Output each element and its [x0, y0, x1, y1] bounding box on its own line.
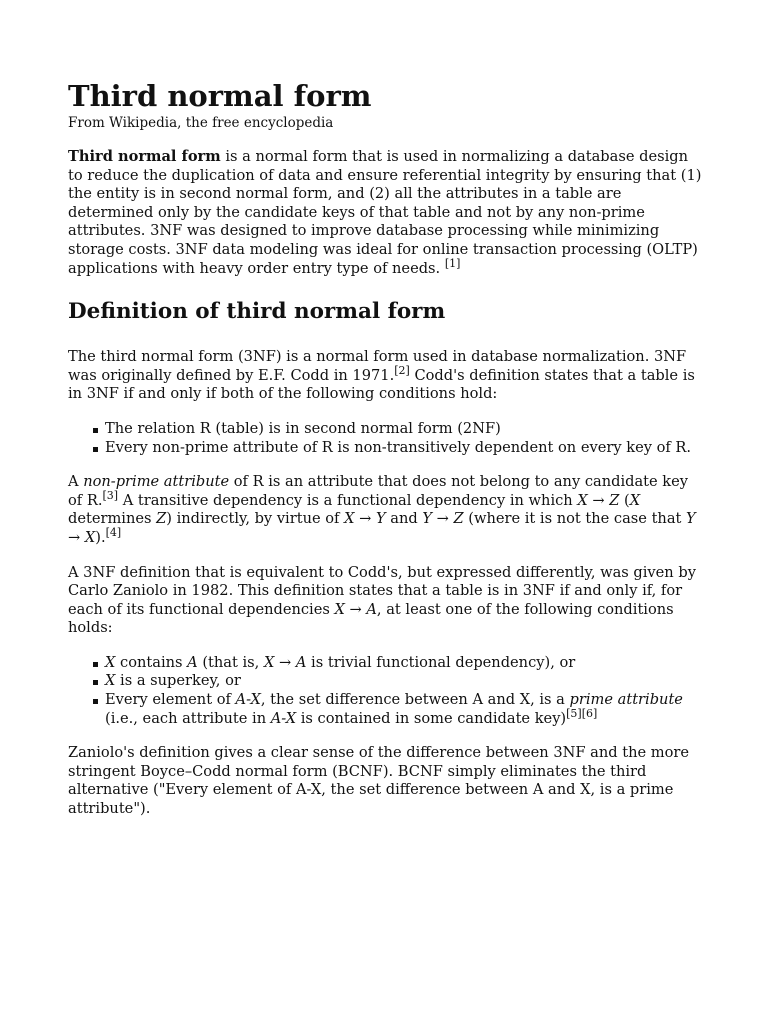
- page-subtitle: From Wikipedia, the free encyclopedia: [68, 115, 334, 131]
- list-item: [105, 672, 704, 691]
- math-expression: X → Z: [577, 491, 620, 509]
- definition-paragraph: [68, 348, 704, 404]
- article-body: [68, 70, 704, 835]
- reference-link[interactable]: [5][6]: [566, 706, 598, 720]
- math-expression: Y → Z: [422, 510, 464, 528]
- list-text: is trivial functional dependency), or: [306, 653, 576, 671]
- paragraph-text: ) indirectly, by virtue of: [166, 510, 345, 528]
- emphasis-term: prime attribute: [569, 691, 683, 709]
- paragraph-text: , at least one of the following conditions holds:: [68, 600, 674, 637]
- list-text: is contained in some candidate key): [296, 709, 567, 727]
- page-title: Third normal form: [68, 79, 372, 113]
- paragraph-text: ).: [95, 528, 106, 546]
- paragraph-text: A transitive dependency is a functional dependency in which: [118, 491, 578, 509]
- paragraph-text: A: [68, 473, 84, 491]
- list-item: [105, 654, 704, 673]
- list-text: Every element of: [105, 691, 236, 709]
- list-item: The relation R (table) is in second normal form (2NF): [105, 420, 704, 439]
- list-text: , the set difference between A and X, is a: [260, 691, 570, 709]
- list-item: Every non-prime attribute of R is non-transitively dependent on every key of R.: [105, 439, 704, 458]
- zaniolo-conditions-list: [68, 654, 704, 728]
- math-expression: X → A: [334, 600, 377, 618]
- list-text: contains: [115, 653, 188, 671]
- paragraph-text: A 3NF definition that is equivalent to Codd's, but expressed differently, was given by Carlo Zaniolo in 1982. This definition states that a table is in 3NF if and only if, for each of its functional dependencies: [68, 563, 696, 618]
- math-expression: A-X: [235, 691, 261, 709]
- intro-bold-term: Third normal form: [68, 148, 221, 165]
- paragraph-text: The third normal form (3NF) is a normal form used in database normalization. 3NF was originally defined by E.F. Codd in 1971.: [68, 348, 687, 384]
- paragraph-text: (: [619, 491, 630, 509]
- reference-link[interactable]: [1]: [444, 256, 461, 270]
- list-text: (that is,: [197, 653, 264, 671]
- list-text: is a superkey, or: [115, 672, 241, 690]
- math-expression: X: [629, 491, 641, 509]
- paragraph-text: and: [385, 510, 423, 528]
- paragraph-text: of R is an attribute that does not belong to any candidate key of R.: [68, 473, 689, 509]
- bcnf-paragraph: Zaniolo's definition gives a clear sense of the difference between 3NF and the more stringent Boyce–Codd normal form (BCNF). BCNF simply eliminates the third alternative ("Every element of A-X, the set difference between A and X, is a prime attribute").: [68, 744, 690, 818]
- paragraph-text: (where it is not the case that: [463, 510, 687, 528]
- math-expression: X: [105, 672, 116, 690]
- list-text: (i.e., each attribute in: [105, 709, 271, 727]
- intro-paragraph: [68, 148, 704, 278]
- reference-link[interactable]: [2]: [394, 363, 410, 377]
- reference-link[interactable]: [3]: [102, 488, 119, 502]
- math-expression: X: [105, 653, 116, 671]
- reference-link[interactable]: [4]: [105, 526, 122, 540]
- math-expression: Z: [156, 510, 167, 528]
- codd-conditions-list: [68, 420, 704, 457]
- paragraph-text: Codd's definition states that a table is in 3NF if and only if both of the following conditions hold:: [68, 366, 695, 403]
- math-expression: X → Y: [344, 510, 386, 528]
- list-item: [105, 691, 704, 728]
- emphasis-term: non-prime attribute: [83, 473, 230, 491]
- transitive-dependency-paragraph: [68, 473, 704, 547]
- section-heading: Definition of third normal form: [68, 299, 446, 325]
- math-expression: Y → X: [68, 510, 696, 546]
- zaniolo-paragraph: [68, 564, 704, 638]
- paragraph-text: determines: [68, 510, 157, 528]
- intro-text: is a normal form that is used in normalizing a database design to reduce the duplication of data and ensure referential integrity by ensuring that (1) the entity is in second normal form, and (2) all the attributes in a table are determined only by the candidate keys of that table and not by any non-prime attributes. 3NF was designed to improve database processing while minimizing storage costs. 3NF data modeling was ideal for online transaction processing (OLTP) applications with heavy order entry type of needs.: [68, 148, 702, 277]
- math-expression: A: [187, 653, 198, 671]
- math-expression: X → A: [263, 653, 307, 671]
- math-expression: A-X: [270, 709, 297, 727]
